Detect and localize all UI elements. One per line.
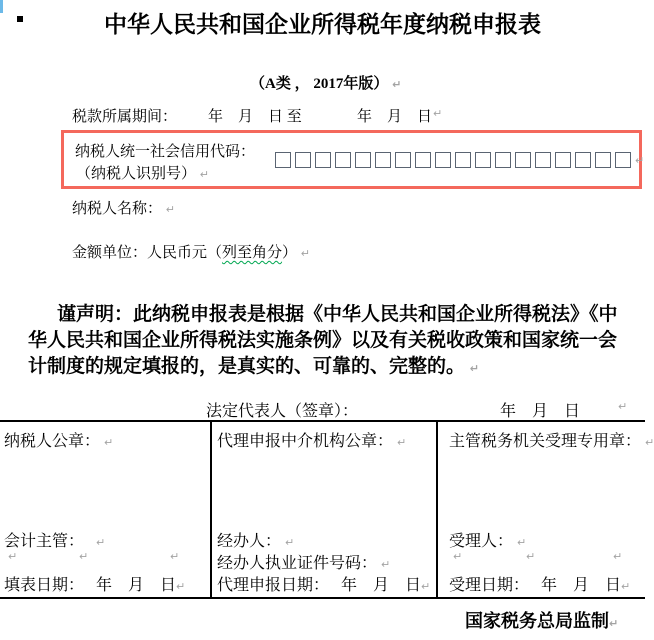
declaration-line-2: 华人民共和国企业所得税法实施条例》以及有关税收政策和国家统一会 bbox=[28, 330, 618, 351]
form-version-text: （A类 ， 2017年版） bbox=[250, 76, 389, 92]
acceptance-date-label: 受理日期： bbox=[449, 577, 522, 594]
paragraph-mark: ↵ bbox=[392, 78, 402, 91]
taxpayer-name-row bbox=[72, 197, 175, 218]
fill-date-label: 填表日期： bbox=[4, 577, 77, 594]
paragraph-mark: ↵ bbox=[645, 436, 654, 449]
paragraph-mark: ↵ bbox=[300, 247, 311, 260]
accounting-manager-label-text: 会计主管： bbox=[4, 533, 85, 550]
accounting-manager-label bbox=[4, 528, 105, 551]
signature-stamp-table bbox=[0, 420, 654, 599]
tax-authority-stamp-label-text: 主管税务机关受理专用章： bbox=[449, 433, 642, 450]
declaration-paragraph bbox=[28, 302, 628, 382]
declaration-line-3 bbox=[28, 354, 628, 382]
agent-stamp-label-text: 代理申报中介机构公章： bbox=[217, 433, 394, 450]
paragraph-mark: ↵ bbox=[433, 107, 443, 120]
credit-code-boxes bbox=[275, 152, 644, 168]
taxpayer-id-sublabel bbox=[76, 162, 209, 183]
taxpayer-name-label: 纳税人名称： bbox=[72, 201, 163, 217]
tax-authority-stamp-label bbox=[449, 428, 654, 451]
taxpayer-stamp-label bbox=[4, 428, 113, 451]
amount-unit-suffix: ） bbox=[282, 245, 298, 261]
credit-code-box[interactable] bbox=[595, 152, 611, 168]
acceptor-label-text: 受理人： bbox=[449, 533, 514, 550]
paragraph-mark: ↵ bbox=[165, 203, 175, 216]
paragraph-mark: ↵ bbox=[170, 550, 180, 563]
paragraph-mark: ↵ bbox=[609, 617, 619, 630]
credit-code-box[interactable] bbox=[515, 152, 531, 168]
taxpayer-id-sublabel-text: （纳税人识别号） bbox=[76, 166, 197, 182]
amount-unit-prefix: 金额单位：人民币元（ bbox=[72, 245, 223, 261]
form-version-line bbox=[250, 72, 401, 93]
acceptance-date-field[interactable]: 年 月 日 bbox=[541, 577, 622, 594]
credit-code-box[interactable] bbox=[375, 152, 391, 168]
paragraph-mark: ↵ bbox=[618, 400, 628, 413]
credit-code-box[interactable] bbox=[415, 152, 431, 168]
producer-text: 国家税务总局监制 bbox=[465, 611, 609, 631]
credit-code-box[interactable] bbox=[295, 152, 311, 168]
paragraph-mark: ↵ bbox=[104, 436, 114, 449]
legal-representative-row bbox=[0, 398, 645, 418]
paragraph-mark: ↵ bbox=[635, 153, 645, 167]
fill-date-field[interactable]: 年 月 日 bbox=[96, 577, 177, 594]
agent-filing-date-label: 代理申报日期： bbox=[217, 577, 322, 594]
paragraph-mark: ↵ bbox=[381, 558, 391, 571]
credit-code-box[interactable] bbox=[495, 152, 511, 168]
handler-license-label: 经办人执业证件号码： bbox=[217, 555, 378, 572]
paragraph-mark: ↵ bbox=[421, 580, 431, 593]
credit-code-highlight-box bbox=[61, 130, 645, 189]
tax-period-start-field[interactable]: 年 月 日 至 bbox=[208, 109, 302, 125]
paragraph-mark: ↵ bbox=[79, 550, 89, 563]
handler-label bbox=[217, 528, 294, 551]
acceptance-date-row bbox=[449, 572, 630, 595]
credit-code-box[interactable] bbox=[615, 152, 631, 168]
paragraph-mark: ↵ bbox=[453, 550, 463, 563]
handler-label-text: 经办人： bbox=[217, 533, 282, 550]
declaration-line-1: 谨声明：此纳税申报表是根据《中华人民共和国企业所得税法》《中 bbox=[57, 304, 618, 325]
empty-paragraph-row bbox=[0, 550, 210, 564]
amount-unit-row bbox=[72, 241, 310, 262]
legal-representative-date-field[interactable]: 年 月 日 bbox=[500, 403, 581, 420]
handler-license-row bbox=[217, 550, 390, 573]
tax-period-label: 税款所属期间： bbox=[72, 109, 178, 125]
paragraph-mark: ↵ bbox=[96, 536, 106, 549]
tax-authority-cell bbox=[438, 422, 654, 597]
credit-code-box[interactable] bbox=[435, 152, 451, 168]
credit-code-box[interactable] bbox=[475, 152, 491, 168]
credit-code-box[interactable] bbox=[315, 152, 331, 168]
page-title: 中华人民共和国企业所得税年度纳税申报表 bbox=[104, 12, 541, 37]
taxpayer-stamp-label-text: 纳税人公章： bbox=[4, 433, 101, 450]
producer-line bbox=[465, 607, 618, 633]
agent-filing-date-field[interactable]: 年 月 日 bbox=[341, 577, 422, 594]
credit-code-box[interactable] bbox=[395, 152, 411, 168]
paragraph-mark: ↵ bbox=[526, 550, 536, 563]
empty-paragraph-row bbox=[438, 550, 645, 564]
paragraph-mark: ↵ bbox=[199, 168, 209, 181]
fill-date-row bbox=[4, 572, 185, 595]
agent-stamp-cell bbox=[212, 422, 436, 597]
tax-period-end-field[interactable]: 年 月 日 bbox=[357, 109, 433, 125]
agent-stamp-label bbox=[217, 428, 406, 451]
paragraph-mark: ↵ bbox=[621, 580, 631, 593]
legal-representative-label: 法定代表人（签章）： bbox=[206, 403, 359, 420]
declaration-line-3-text: 计制度的规定填报的，是真实的、可靠的、完整的。 bbox=[28, 356, 466, 377]
paragraph-mark: ↵ bbox=[8, 550, 18, 563]
agent-filing-date-row bbox=[217, 572, 430, 595]
paragraph-mark: ↵ bbox=[469, 362, 479, 375]
paragraph-mark: ↵ bbox=[176, 580, 186, 593]
credit-code-box[interactable] bbox=[555, 152, 571, 168]
credit-code-box[interactable] bbox=[355, 152, 371, 168]
credit-code-box[interactable] bbox=[335, 152, 351, 168]
paragraph-mark: ↵ bbox=[397, 436, 407, 449]
tax-period-row bbox=[72, 105, 632, 126]
credit-code-box[interactable] bbox=[275, 152, 291, 168]
acceptor-label bbox=[449, 528, 526, 551]
amount-unit-spellcheck-text: 列至角分 bbox=[222, 245, 283, 261]
credit-code-box[interactable] bbox=[455, 152, 471, 168]
credit-code-box[interactable] bbox=[535, 152, 551, 168]
taxpayer-stamp-cell bbox=[0, 422, 210, 597]
credit-code-label: 纳税人统一社会信用代码： bbox=[75, 144, 256, 160]
paragraph-mark: ↵ bbox=[517, 536, 527, 549]
paragraph-mark: ↵ bbox=[285, 536, 295, 549]
paragraph-mark: ↵ bbox=[613, 550, 623, 563]
credit-code-box[interactable] bbox=[575, 152, 591, 168]
